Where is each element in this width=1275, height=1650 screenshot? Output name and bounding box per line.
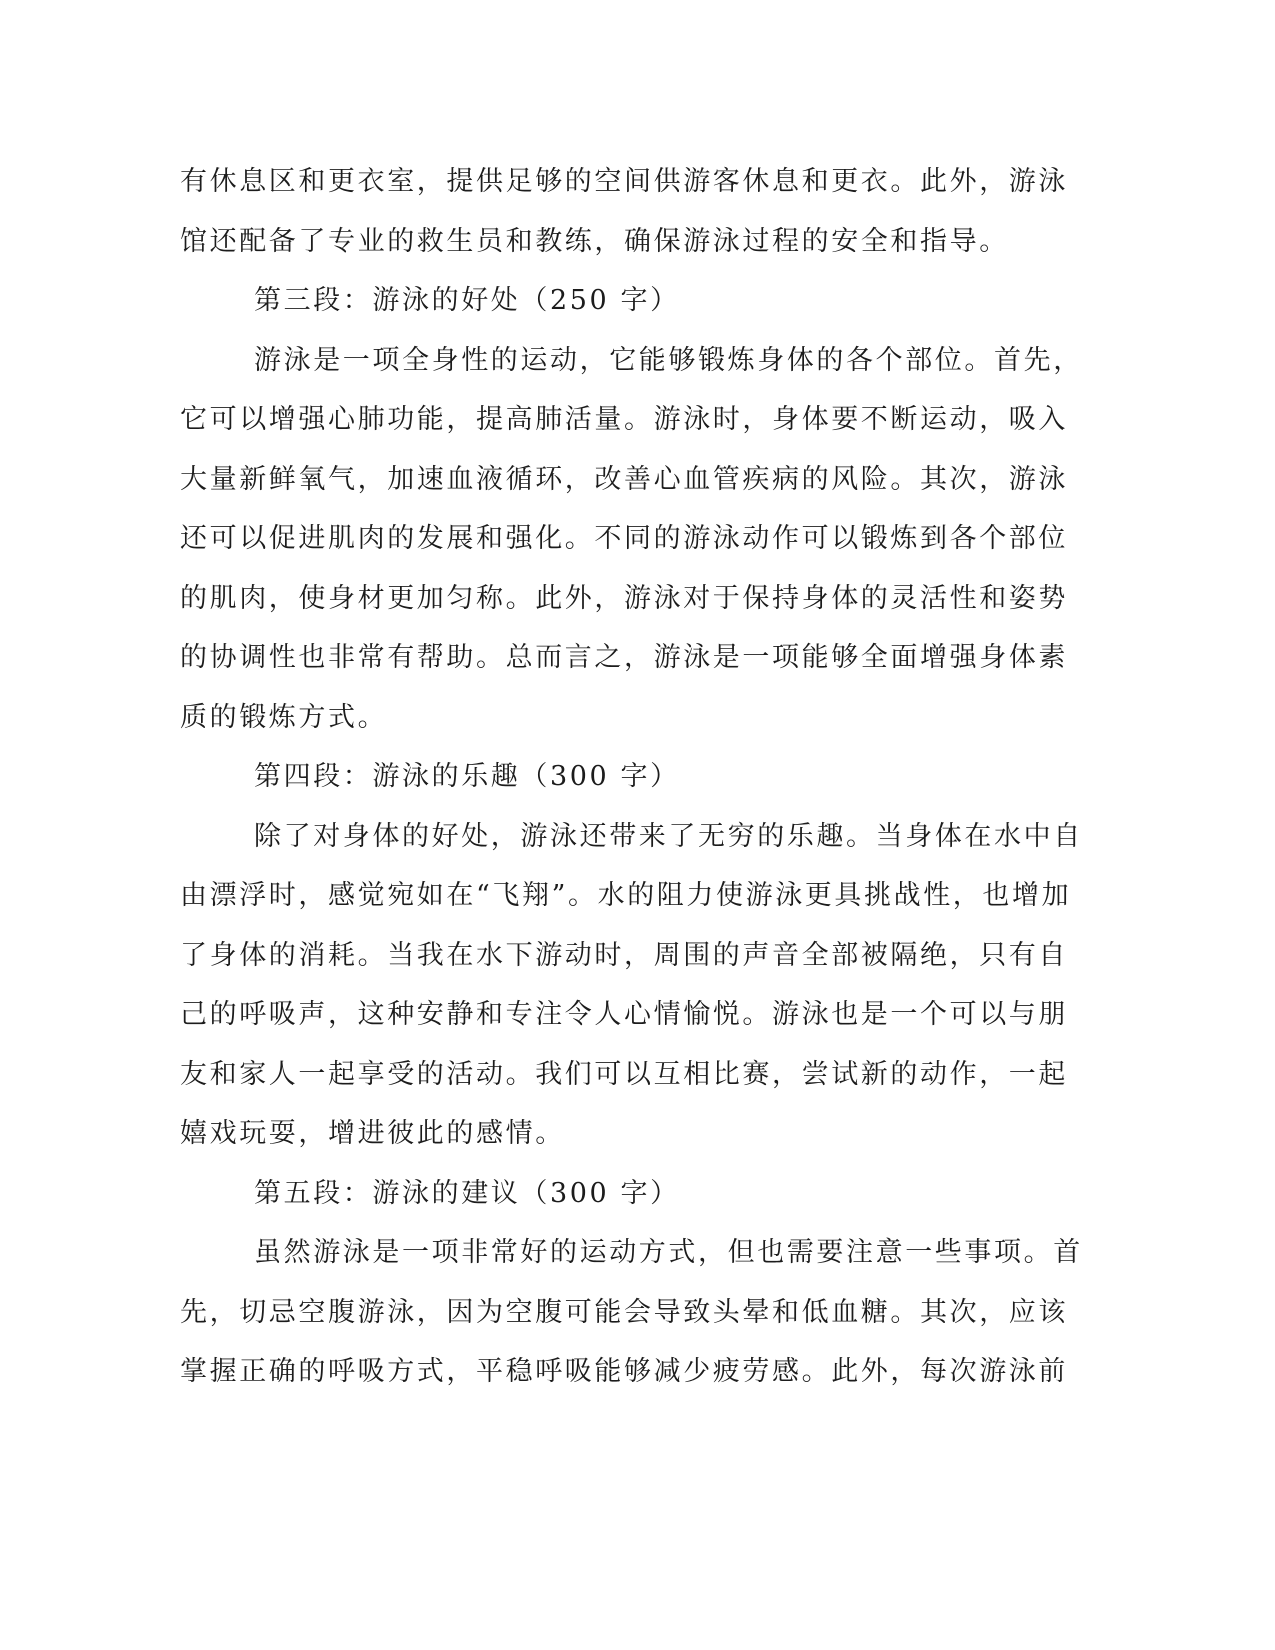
section-heading: 第三段：游泳的好处（250 字） (254, 285, 680, 316)
body-line: 虽然游泳是一项非常好的运动方式，但也需要注意一些事项。首 (254, 1237, 1083, 1268)
body-line: 由漂浮时，感觉宛如在“飞翔”。水的阻力使游泳更具挑战性，也增加 (180, 880, 1072, 911)
body-line: 的协调性也非常有帮助。总而言之，游泳是一项能够全面增强身体素 (180, 642, 1068, 673)
body-line: 先，切忌空腹游泳，因为空腹可能会导致头晕和低血糖。其次，应该 (180, 1296, 1068, 1328)
body-line: 有休息区和更衣室，提供足够的空间供游客休息和更衣。此外，游泳 (180, 166, 1068, 197)
body-line: 了身体的消耗。当我在水下游动时，周围的声音全部被隔绝，只有自 (180, 939, 1068, 971)
body-line: 游泳是一项全身性的运动，它能够锻炼身体的各个部位。首先， (254, 344, 1083, 376)
body-line: 的肌肉，使身材更加匀称。此外，游泳对于保持身体的灵活性和姿势 (180, 582, 1068, 614)
body-line: 大量新鲜氧气，加速血液循环，改善心血管疾病的风险。其次，游泳 (180, 463, 1068, 495)
body-line: 友和家人一起享受的活动。我们可以互相比赛，尝试新的动作，一起 (180, 1058, 1068, 1090)
body-line: 除了对身体的好处，游泳还带来了无穷的乐趣。当身体在水中自 (254, 820, 1083, 852)
section-heading: 第四段：游泳的乐趣（300 字） (254, 761, 680, 792)
body-line: 质的锻炼方式。 (180, 701, 388, 733)
body-line: 馆还配备了专业的救生员和教练，确保游泳过程的安全和指导。 (180, 225, 1009, 257)
body-line: 掌握正确的呼吸方式，平稳呼吸能够减少疲劳感。此外，每次游泳前 (180, 1356, 1068, 1387)
document-body (180, 152, 1083, 1402)
body-line: 嬉戏玩耍，增进彼此的感情。 (180, 1118, 565, 1149)
section-heading: 第五段：游泳的建议（300 字） (254, 1177, 680, 1209)
body-line: 它可以增强心肺功能，提高肺活量。游泳时，身体要不断运动，吸入 (180, 404, 1068, 435)
body-line: 己的呼吸声，这种安静和专注令人心情愉悦。游泳也是一个可以与朋 (180, 999, 1068, 1030)
body-line: 还可以促进肌肉的发展和强化。不同的游泳动作可以锻炼到各个部位 (180, 523, 1068, 554)
